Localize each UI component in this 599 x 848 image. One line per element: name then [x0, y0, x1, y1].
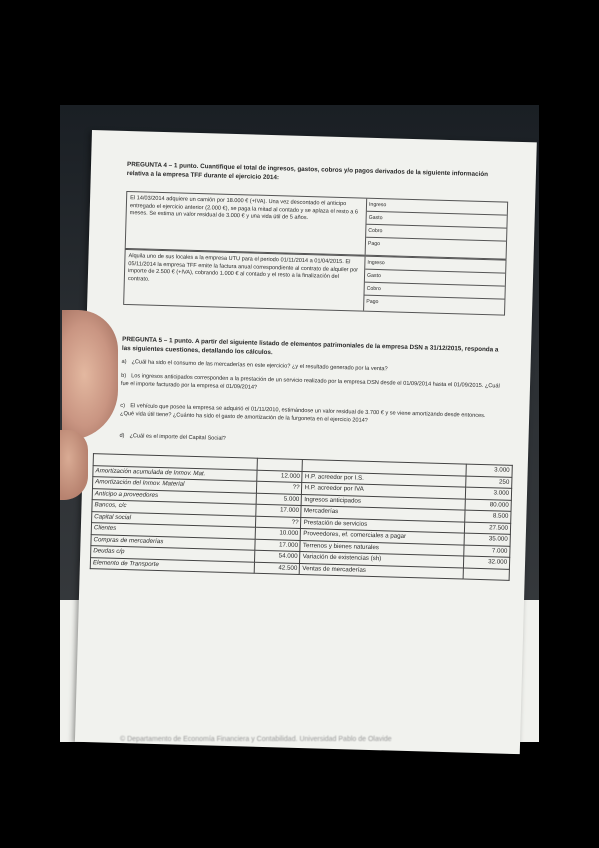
account-left: Clientes — [91, 523, 255, 539]
question-5-heading: PREGUNTA 5 – 1 punto. A partir del siguiente listado de elementos patrimoniales de la empresa DSN a 31/12/2015, responda a las siguientes cuestiones, detallando los cálculos. — [121, 335, 499, 356]
account-right: Mercaderías — [301, 505, 465, 521]
account-right: Terrenos y bienes naturales — [300, 540, 464, 556]
item-text: ¿Cuál es el importe del Capital Social? — [129, 433, 226, 442]
amount-left: 54.000 — [255, 550, 301, 563]
item-label: d) — [119, 432, 125, 440]
account-left: Bancos, c/c — [92, 500, 256, 516]
question-4-case-1 — [125, 191, 508, 260]
amount-left: 10.000 — [255, 527, 301, 540]
amount-right: 32.000 — [464, 556, 510, 569]
amount-left: 42.500 — [254, 562, 300, 575]
account-left: Elemento de Transporte — [90, 557, 254, 573]
item-text: El vehículo que posee la empresa se adquirió el 01/11/2010, estimándose un valor residual de 3.700 € y se viene amortizando desde entonces. ¿Qué vida útil tiene? ¿Cuánto ha sido el gasto de amortización de la furgoneta en el ejercicio 2014? — [120, 403, 486, 424]
amount-left: ?? — [256, 481, 302, 494]
amount-right: 3.000 — [466, 464, 512, 477]
exam-sheet — [75, 130, 537, 754]
amount-right: 27.500 — [465, 522, 511, 535]
amount-right: 7.000 — [464, 545, 510, 558]
amount-left: 5.000 — [256, 493, 302, 506]
case-2-cell-pago: Pago — [366, 298, 379, 306]
amount-left: 17.000 — [256, 504, 302, 517]
amount-right: 80.000 — [466, 499, 512, 512]
balance-table — [90, 453, 513, 581]
account-left: Amortización acumulada de Inmov. Mat. — [93, 465, 257, 481]
amount-right: 8.500 — [465, 510, 511, 523]
case-1-cell-cobro: Cobro — [366, 225, 506, 242]
item-label: b) — [121, 372, 127, 380]
account-right: Proveedores, ef. comerciales a pagar — [301, 528, 465, 544]
account-left: Anticipo a proveedores — [92, 488, 256, 504]
amount-right: 250 — [466, 476, 512, 489]
account-right: Ingresos anticipados — [302, 494, 466, 510]
account-left: Amortización del Inmov. Material — [92, 477, 256, 493]
case-2-cells — [363, 257, 505, 315]
account-right: Ventas de mercaderías — [300, 563, 464, 579]
account-right: H.P. acreedor por I.S. — [302, 471, 466, 487]
case-2-cell-gasto: Gasto — [365, 270, 505, 287]
question-5-item-b — [121, 373, 501, 399]
case-1-cell-gasto: Gasto — [366, 212, 506, 229]
case-2-cell-ingreso: Ingreso — [365, 257, 505, 274]
item-text: ¿Cuál ha sido el consumo de las mercaderías en este ejercicio? ¿y el resultado generado por la venta? — [131, 359, 388, 373]
amount-left: ?? — [255, 516, 301, 529]
item-label: c) — [120, 402, 126, 410]
question-4-case-2 — [123, 249, 506, 316]
amount-right: 3.000 — [466, 487, 512, 500]
account-right: Variación de existencias (sh) — [300, 551, 464, 567]
question-4-heading: PREGUNTA 4 – 1 punto. Cuantifique el total de ingresos, gastos, cobros y/o pagos derivados de la siguiente información relativa a la empresa TFF durante el ejercicio 2014: — [126, 160, 489, 181]
account-right: Prestación de servicios — [301, 517, 465, 533]
item-text: Los ingresos anticipados corresponden a la prestación de un servicio realizado por la empresa DSN desde el 01/09/2014 hasta el 01/09/2015. ¿Cuál fue el importe facturado por la empresa el 01/09/2014? — [120, 373, 500, 391]
case-1-cell-ingreso: Ingreso — [367, 199, 507, 216]
account-right: H.P. acreedor por IVA — [302, 483, 466, 499]
amount-left: 12.000 — [257, 470, 303, 483]
amount-right — [464, 568, 510, 581]
case-2-cell-cobro: Cobro — [364, 283, 504, 300]
case-2-text: Alquila uno de sus locales a la empresa UTU para el periodo 01/11/2014 a 01/04/2015. El 05/11/2014 la empresa TFF emite la factura anual correspondiente al contrato de alquiler por importe de 2.500 € (+IVA), cobrando 1.000 € al contado y el resto a la finalización del contrato. — [127, 253, 359, 283]
item-label: a) — [121, 358, 127, 366]
case-1-text: El 14/03/2014 adquiere un camión por 18.000 € (+IVA). Una vez descontado el anticipo entregado el ejercicio anterior (2.000 €), se paga la mitad al contado y se aplaza el resto a 6 meses. Se estima un valor residual de 3.000 € y una vida útil de 5 años. — [129, 195, 359, 222]
account-left: Deudas c/p — [91, 546, 255, 562]
amount-left: 17.000 — [255, 539, 301, 552]
case-1-cell-pago: Pago — [367, 240, 381, 248]
amount-right: 35.000 — [465, 533, 511, 546]
question-5-item-d — [119, 433, 499, 451]
case-1-cells — [365, 199, 508, 259]
footer-copyright: © Departamento de Economía Financiera y Contabilidad. Universidad Pablo de Olavide — [120, 736, 392, 743]
account-left: Compras de mercaderías — [91, 534, 255, 550]
finger — [60, 430, 88, 500]
account-left: Capital social — [92, 511, 256, 527]
question-5-item-c — [120, 403, 500, 429]
